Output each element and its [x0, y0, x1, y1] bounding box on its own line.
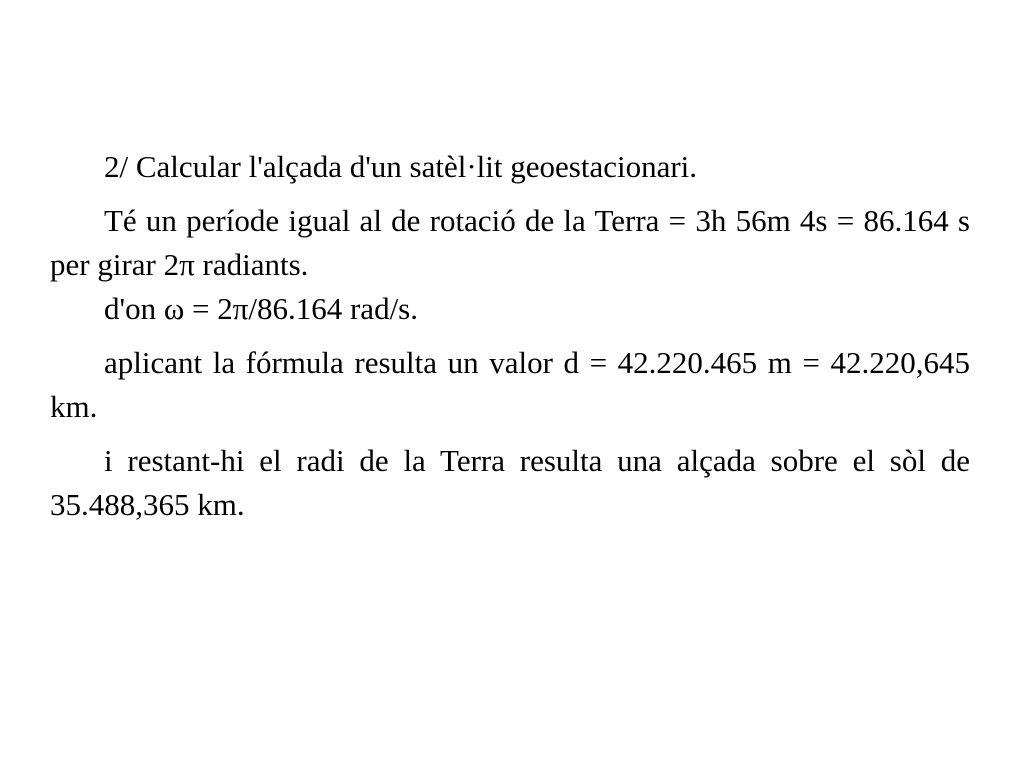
formula-paragraph: aplicant la fórmula resulta un valor d = 42.220.465 m = 42.220,645 km. [50, 345, 970, 424]
problem-title: 2/ Calcular l'alçada d'un satèl·lit geoestacionari. [104, 149, 698, 184]
period-paragraph: Té un període igual al de rotació de la Terra = 3h 56m 4s = 86.164 s per girar 2π radiants. [50, 203, 970, 282]
period-block [50, 199, 970, 331]
result-paragraph: i restant-hi el radi de la Terra resulta una alçada sobre el sòl de 35.488,365 km. [50, 443, 970, 522]
omega-line: d'on ω = 2π/86.164 rad/s. [104, 291, 418, 326]
slide-content [50, 145, 970, 527]
